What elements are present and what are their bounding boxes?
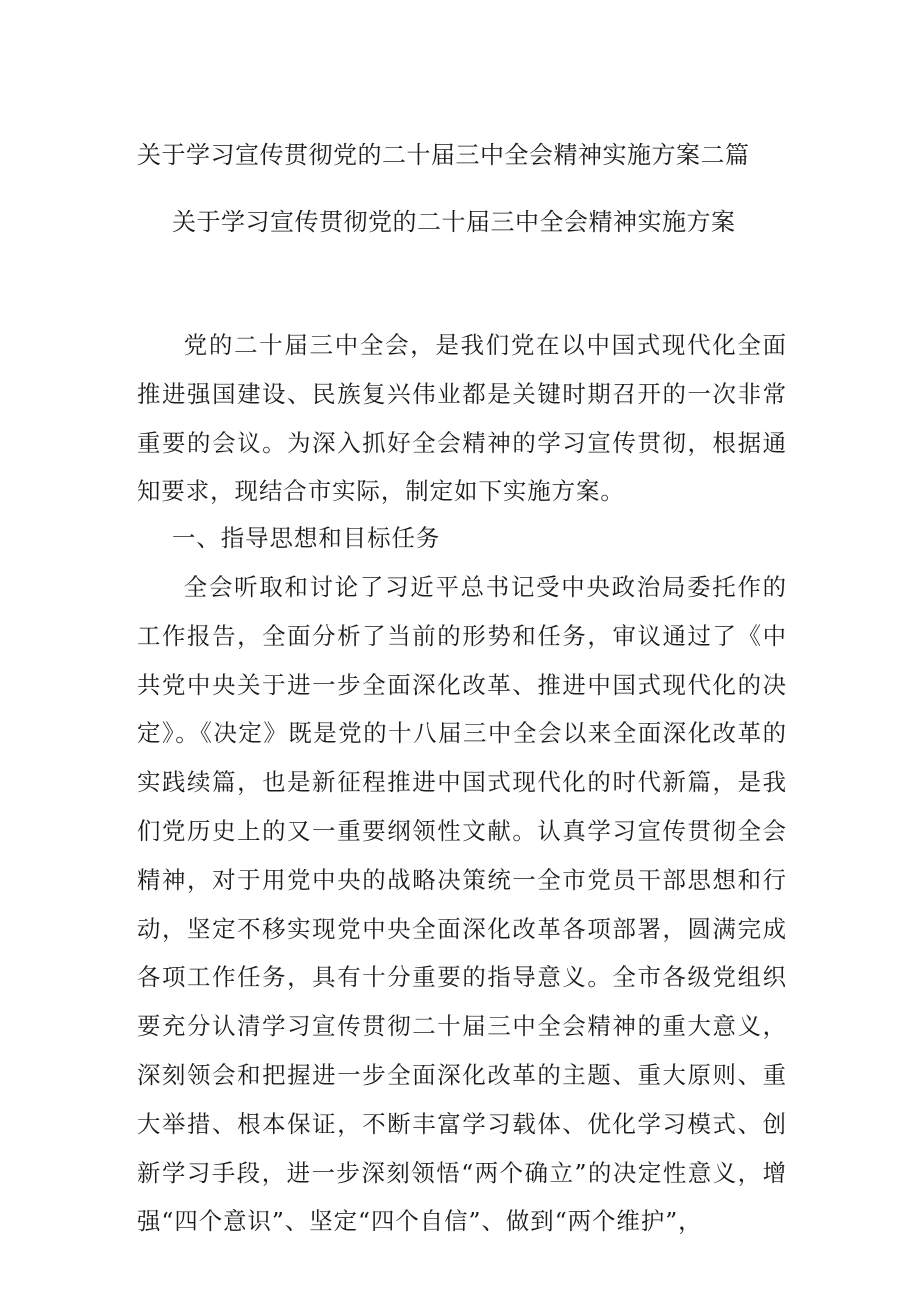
intro-paragraph: 党的二十届三中全会，是我们党在以中国式现代化全面推进强国建设、民族复兴伟业都是关键时期召开的一次非常重要的会议。为深入抓好全会精神的学习宣传贯彻，根据通知要求，现结合市实际，制定如下实施方案。 xyxy=(137,331,787,506)
body-paragraph: 全会听取和讨论了习近平总书记受中央政治局委托作的工作报告，全面分析了当前的形势和任务，审议通过了《中共党中央关于进一步全面深化改革、推进中国式现代化的决定》。《决定》既是党的十八届三中全会以来全面深化改革的实践续篇，也是新征程推进中国式现代化的时代新篇，是我们党历史上的又一重要纲领性文献。认真学习宣传贯彻全会精神，对于用党中央的战略决策统一全市党员干部思想和行动，坚定不移实现党中央全面深化改革各项部署，圆满完成各项工作任务，具有十分重要的指导意义。全市各级党组织要充分认清学习宣传贯彻二十届三中全会精神的重大意义，深刻领会和把握进一步全面深化改革的主题、重大原则、重大举措、根本保证，不断丰富学习载体、优化学习模式、创新学习手段，进一步深刻领悟“两个确立”的决定性意义，增强“四个意识”、坚定“四个自信”、做到“两个维护”， xyxy=(137,573,787,1236)
document-subtitle: 关于学习宣传贯彻党的二十届三中全会精神实施方案 xyxy=(172,208,736,236)
document-title: 关于学习宣传贯彻党的二十届三中全会精神实施方案二篇 xyxy=(137,141,750,169)
section-heading: 一、指导思想和目标任务 xyxy=(172,524,441,552)
